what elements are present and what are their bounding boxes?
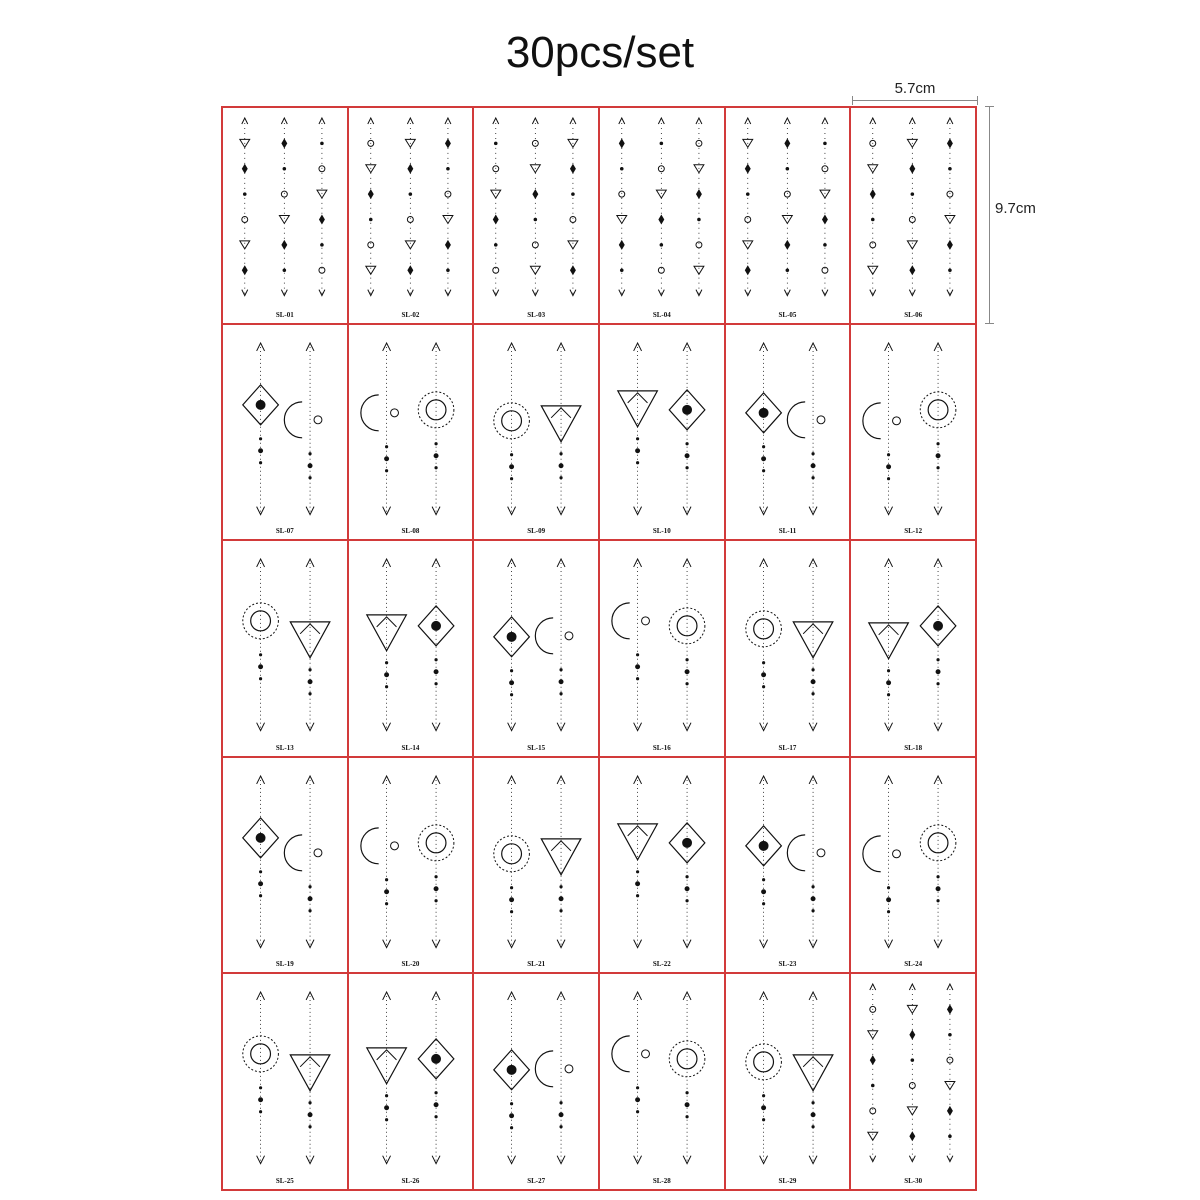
tattoo-sticker [474,974,600,1191]
height-dimension-line [989,106,990,324]
sticker-code: SL-18 [904,743,923,752]
sticker-code: SL-28 [652,1177,671,1185]
sticker-code: SL-13 [275,743,294,752]
sticker-code: SL-22 [652,960,671,969]
tattoo-design-art [726,974,850,1189]
tattoo-sticker [223,974,349,1191]
sticker-code: SL-09 [527,527,546,536]
sticker-code: SL-24 [904,960,923,969]
tattoo-design-art [851,108,975,323]
tattoo-design-art [223,974,347,1189]
tattoo-sticker [600,108,726,325]
tattoo-sticker [726,325,852,542]
tattoo-design-art [726,541,850,756]
tattoo-design-art [600,758,724,973]
sticker-code: SL-02 [401,310,420,319]
tattoo-design-art [600,108,724,323]
tattoo-design-art [474,974,598,1189]
tattoo-sticker [349,325,475,542]
sticker-code: SL-19 [275,960,294,969]
tattoo-design-art [223,325,347,540]
tattoo-design-art [600,974,724,1189]
sticker-code: SL-10 [652,527,671,536]
tattoo-design-art [726,758,850,973]
tattoo-design-art [474,758,598,973]
tattoo-sticker [726,108,852,325]
tattoo-sticker [851,541,977,758]
tattoo-design-art [349,541,473,756]
tattoo-sticker [349,974,475,1191]
sticker-code: SL-14 [401,743,420,752]
tattoo-sticker [349,758,475,975]
tattoo-design-art [223,108,347,323]
tattoo-design-art [851,541,975,756]
sticker-code: SL-30 [904,1177,923,1185]
sticker-grid [221,106,977,1191]
tattoo-design-art [349,108,473,323]
tattoo-design-art [223,758,347,973]
tattoo-design-art [474,325,598,540]
tattoo-sticker [600,758,726,975]
tattoo-sticker [600,325,726,542]
tattoo-sticker [223,758,349,975]
tattoo-design-art [600,325,724,540]
tattoo-sticker [349,108,475,325]
tattoo-sticker [474,325,600,542]
tattoo-design-art [223,541,347,756]
tattoo-design-art [726,325,850,540]
tattoo-sticker [223,541,349,758]
tattoo-design-art [851,974,975,1189]
tattoo-design-art [851,758,975,973]
tattoo-design-art [349,974,473,1189]
sticker-code: SL-01 [275,310,294,319]
width-dimension [852,80,978,102]
sticker-code: SL-07 [275,527,294,536]
tattoo-sticker [851,325,977,542]
tattoo-sticker [851,758,977,975]
tattoo-design-art [851,325,975,540]
tattoo-sticker [223,325,349,542]
sticker-code: SL-03 [527,310,546,319]
sticker-code: SL-25 [275,1177,294,1185]
tattoo-design-art [600,541,724,756]
tattoo-design-art [474,108,598,323]
sticker-code: SL-15 [527,743,546,752]
tattoo-sticker [600,974,726,1191]
sticker-code: SL-17 [778,743,797,752]
sticker-code: SL-27 [527,1177,546,1185]
width-dimension-line [852,100,978,101]
height-dimension [983,106,1073,324]
sticker-code: SL-26 [401,1177,420,1185]
tattoo-design-art [349,325,473,540]
sticker-code: SL-11 [778,527,797,536]
sticker-code: SL-29 [778,1177,797,1185]
tattoo-design-art [474,541,598,756]
tattoo-design-art [349,758,473,973]
sticker-code: SL-23 [778,960,797,969]
sticker-code: SL-06 [904,310,923,319]
sticker-code: SL-04 [652,310,671,319]
tattoo-sticker [726,974,852,1191]
height-label: 9.7cm [995,200,1036,217]
sticker-code: SL-08 [401,527,420,536]
tattoo-sticker [726,541,852,758]
tattoo-sticker [223,108,349,325]
sticker-code: SL-16 [652,743,671,752]
page-title: 30pcs/set [505,28,695,77]
tattoo-sticker [726,758,852,975]
tattoo-sticker [474,758,600,975]
tattoo-sticker [600,541,726,758]
width-label: 5.7cm [894,80,936,97]
tattoo-sticker [474,541,600,758]
tattoo-sticker [851,108,977,325]
sticker-code: SL-20 [401,960,420,969]
tattoo-sticker [349,541,475,758]
sticker-code: SL-21 [527,960,546,969]
sticker-code: SL-05 [778,310,797,319]
tattoo-design-art [726,108,850,323]
tattoo-sticker [851,974,977,1191]
sticker-code: SL-12 [904,527,923,536]
tattoo-sticker [474,108,600,325]
